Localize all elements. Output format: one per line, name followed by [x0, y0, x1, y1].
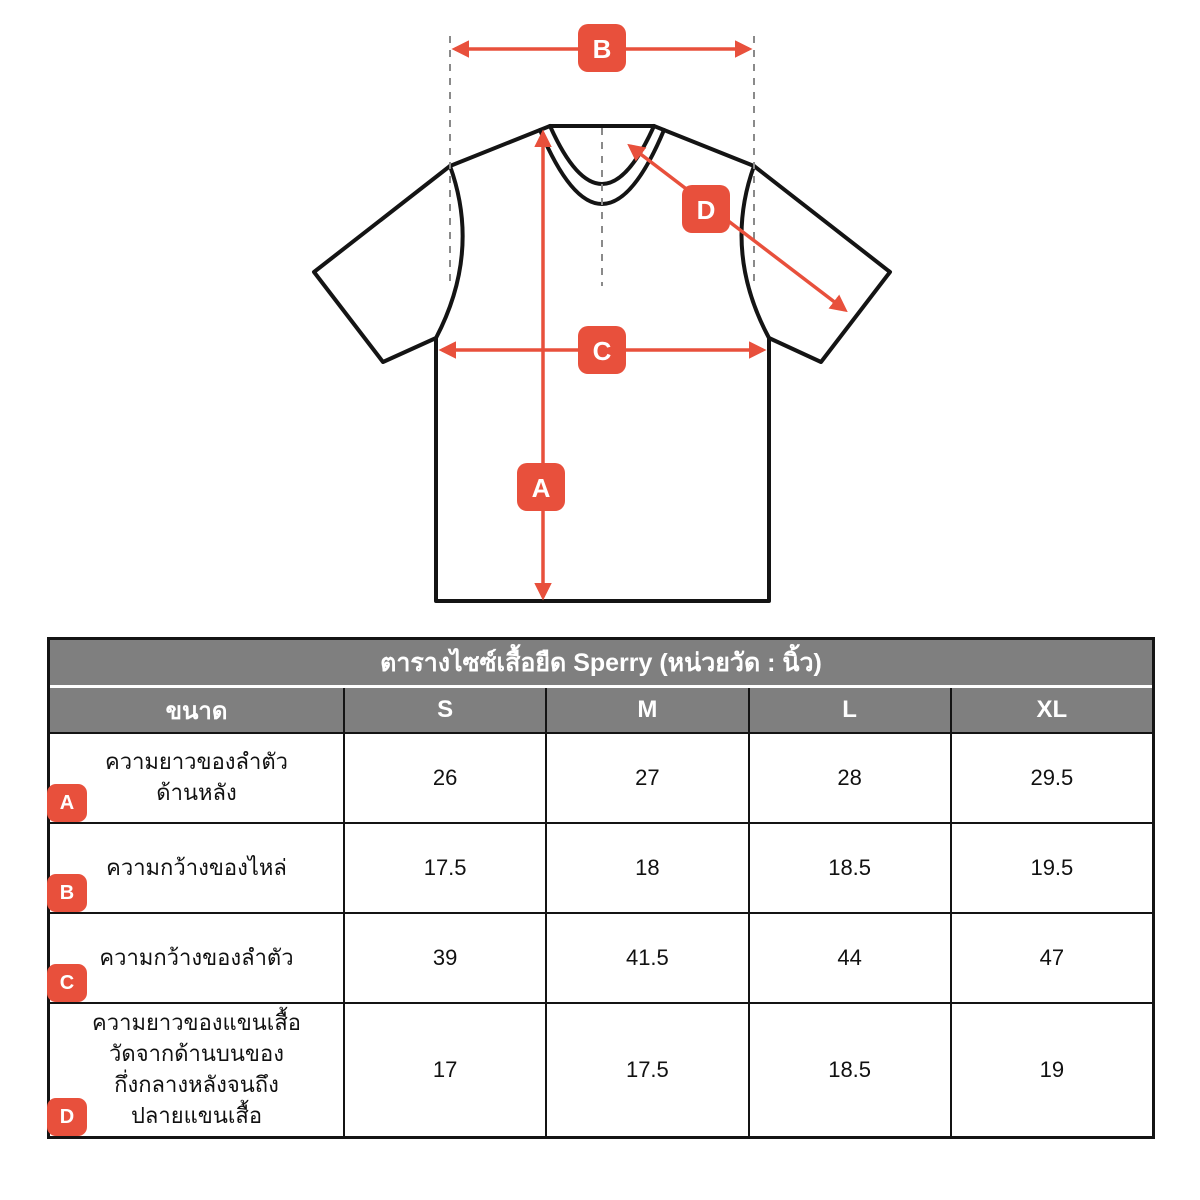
row-c-badge: C: [47, 964, 87, 1002]
row-d-value-s: 17: [343, 1004, 545, 1136]
row-a-label-line1: ความยาวของลำตัว: [105, 749, 288, 775]
row-b-badge: B: [47, 874, 87, 912]
row-a-value-l: 28: [748, 734, 950, 822]
row-a-badge: A: [47, 784, 87, 822]
row-d-value-m: 17.5: [545, 1004, 747, 1136]
row-c-label-line1: ความกว้างของลำตัว: [99, 944, 294, 970]
diagram-badge-d: [682, 185, 730, 233]
row-b-label-line1: ความกว้างของไหล่: [106, 854, 287, 880]
row-d-value-l: 18.5: [748, 1004, 950, 1136]
row-d-label-line3: กึ่งกลางหลังจนถึง: [114, 1072, 279, 1097]
row-c-label: [50, 914, 343, 1002]
row-c-value-s: 39: [343, 914, 545, 1002]
table-title: ตารางไซซ์เสื้อยืด Sperry (หน่วยวัด : นิ้ว): [50, 640, 1152, 688]
badge-a-letter: A: [531, 473, 551, 503]
row-a-value-xl: 29.5: [950, 734, 1152, 822]
table-header-row: [50, 688, 1152, 732]
row-a-value-s: 26: [343, 734, 545, 822]
row-b-value-l: 18.5: [748, 824, 950, 912]
badge-d-letter: D: [696, 195, 716, 225]
row-a-label: [50, 734, 343, 822]
row-b-value-s: 17.5: [343, 824, 545, 912]
header-size-xl: XL: [950, 688, 1152, 732]
badge-b-letter: B: [592, 34, 612, 64]
table-row-b: [50, 822, 1152, 912]
header-size-m: M: [545, 688, 747, 732]
row-a-label-line2: ด้านหลัง: [156, 780, 237, 805]
row-c-value-l: 44: [748, 914, 950, 1002]
table-row-c: [50, 912, 1152, 1002]
row-d-badge: D: [47, 1098, 87, 1136]
row-d-value-xl: 19: [950, 1004, 1152, 1136]
diagram-badge-a: [517, 463, 565, 511]
header-size-l: L: [748, 688, 950, 732]
header-size: ขนาด: [165, 697, 228, 725]
badge-c-letter: C: [592, 336, 612, 366]
row-b-label: [50, 824, 343, 912]
table-row-a: [50, 732, 1152, 822]
row-b-value-xl: 19.5: [950, 824, 1152, 912]
row-d-label: [50, 1004, 343, 1136]
row-d-label-line2: วัดจากด้านบนของ: [109, 1041, 284, 1067]
row-d-label-line1: ความยาวของแขนเสื้อ: [92, 1010, 301, 1036]
row-a-value-m: 27: [545, 734, 747, 822]
table-row-d: [50, 1002, 1152, 1136]
row-b-value-m: 18: [545, 824, 747, 912]
header-size-s: S: [343, 688, 545, 732]
diagram-badge-c: [578, 326, 626, 374]
size-table: [47, 637, 1155, 1139]
row-c-value-xl: 47: [950, 914, 1152, 1002]
diagram-badge-b: [578, 24, 626, 72]
row-c-value-m: 41.5: [545, 914, 747, 1002]
row-d-label-line4: ปลายแขนเสื้อ: [130, 1102, 263, 1128]
